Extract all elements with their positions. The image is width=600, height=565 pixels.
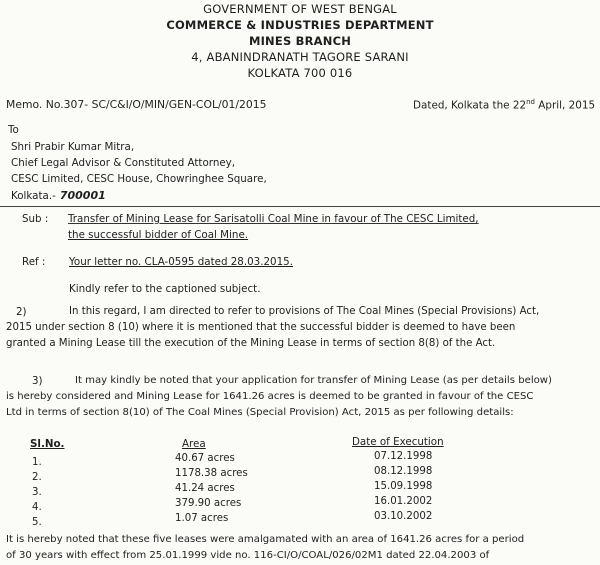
table-row-1-area: 40.67 acres [175, 453, 235, 464]
handwritten-pin: 700001 [59, 189, 106, 202]
recipient-title: Chief Legal Advisor & Constituted Attorney, [11, 157, 236, 169]
separator-line [0, 206, 600, 207]
table-row-2-date: 08.12.1998 [374, 466, 433, 477]
table-row-4-date: 16.01.2002 [374, 496, 433, 507]
to-label: To [8, 124, 19, 136]
para2-number: 2) [16, 306, 27, 318]
table-row-5-slno: 5. [32, 517, 42, 528]
table-row-4-slno: 4. [32, 502, 42, 513]
para3-number: 3) [32, 375, 43, 387]
memo-date-sup: nd [526, 98, 535, 106]
closing-line-2: of 30 years with effect from 25.01.1999 vide no. 116-CI/O/COAL/026/02M1 dated 22.04.2003 of [6, 550, 490, 561]
table-header-date: Date of Execution [352, 436, 444, 448]
recipient-city: Kolkata.- [11, 190, 56, 202]
table-row-3-date: 15.09.1998 [374, 481, 433, 492]
recipient-name: Shri Prabir Kumar Mitra, [11, 141, 135, 153]
table-row-2-slno: 2. [32, 472, 42, 483]
para3-line-2: is hereby considered and Mining Lease for 1641.26 acres is deemed to be granted in favour of the CESC [6, 391, 534, 402]
ref-text: Your letter no. CLA-0595 dated 28.03.2015. [69, 256, 293, 268]
memo-date-prefix: Dated, Kolkata the 22 [413, 99, 527, 112]
table-row-5-date: 03.10.2002 [374, 511, 433, 522]
para2-line-3: granted a Mining Lease till the execution of the Mining Lease in terms of section 8(8) of the Act. [6, 338, 496, 349]
memo-date-suffix: April, 2015 [535, 99, 596, 112]
header-city: KOLKATA 700 016 [247, 66, 353, 80]
recipient-city-line [11, 189, 106, 202]
recipient-company: CESC Limited, CESC House, Chowringhee Square, [11, 173, 267, 185]
ref-label: Ref : [22, 256, 46, 268]
memo-date [413, 98, 595, 111]
table-row-4-area: 379.90 acres [175, 498, 242, 509]
subject-label: Sub : [22, 213, 49, 225]
para3-line-3: Ltd in terms of section 8(10) of The Coal Mines (Special Provision) Act, 2015 as per following details: [6, 407, 514, 418]
table-row-5-area: 1.07 acres [175, 513, 229, 524]
header-branch: MINES BRANCH [248, 34, 352, 48]
subject-line-2: the successful bidder of Coal Mine. [68, 229, 249, 241]
memo-number: Memo. No.307- SC/C&I/O/MIN/GEN-COL/01/2015 [6, 98, 267, 111]
header-address: 4, ABANINDRANATH TAGORE SARANI [191, 50, 409, 64]
table-header-slno: Sl.No. [30, 438, 65, 450]
closing-line-1: It is hereby noted that these five leases were amalgamated with an area of 1641.26 acres for a period [6, 534, 525, 545]
table-row-2-area: 1178.38 acres [175, 468, 248, 479]
table-row-3-slno: 3. [32, 487, 42, 498]
table-row-1-slno: 1. [32, 457, 42, 468]
table-header-area: Area [182, 438, 206, 450]
subject-line-1: Transfer of Mining Lease for Sarisatolli Coal Mine in favour of The CESC Limited, [68, 213, 479, 225]
table-row-1-date: 07.12.1998 [374, 451, 433, 462]
para3-line-1: It may kindly be noted that your application for transfer of Mining Lease (as per details below) [75, 375, 552, 386]
opening-line: Kindly refer to the captioned subject. [69, 283, 261, 295]
table-row-3-area: 41.24 acres [175, 483, 235, 494]
header-government: GOVERNMENT OF WEST BENGAL [203, 2, 397, 16]
para2-line-2: 2015 under section 8 (10) where it is mentioned that the successful bidder is deemed to have been [6, 322, 516, 333]
para2-line-1: In this regard, I am directed to refer to provisions of The Coal Mines (Special Provisions) Act, [69, 306, 540, 317]
header-department: COMMERCE & INDUSTRIES DEPARTMENT [166, 18, 434, 32]
